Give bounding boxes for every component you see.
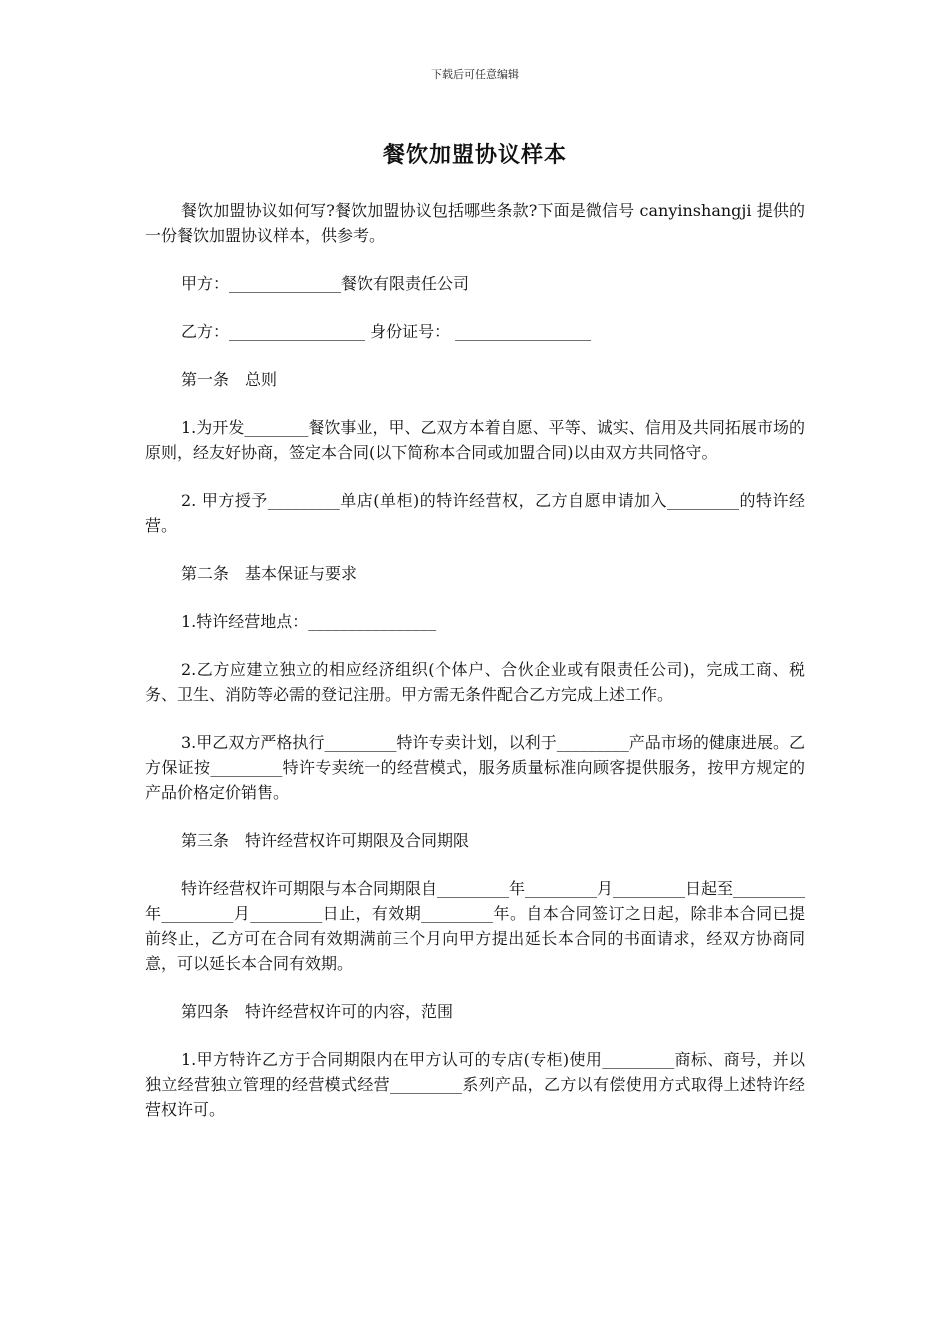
article-3-heading: 第三条 特许经营权许可期限及合同期限 [181, 831, 470, 850]
article-2-clause-3: 3.甲乙双方严格执行_________特许专卖计划，以利于_________产品市场的健康进展。乙方保证按_________特许专卖统一的经营模式，服务质量标准向顾客提供服务，按甲方规定的产品价格定价销售。 [145, 733, 805, 802]
article-4-clause-1: 1.甲方特许乙方于合同期限内在甲方认可的专店(专柜)使用_________商标、商号，并以独立经营独立管理的经营模式经营_________系列产品，乙方以有偿使用方式取得上述特许经营权许可。 [145, 1050, 805, 1119]
intro-paragraph: 餐饮加盟协议如何写?餐饮加盟协议包括哪些条款?下面是微信号 canyinshangji 提供的一份餐饮加盟协议样本，供参考。 [145, 201, 805, 245]
article-1-clause-1: 1.为开发________餐饮事业，甲、乙双方本着自愿、平等、诚实、信用及共同拓展市场的原则，经友好协商，签定本合同(以下简称本合同或加盟合同)以由双方共同恪守。 [145, 418, 805, 462]
article-1-clause-2: 2. 甲方授予_________单店(单柜)的特许经营权，乙方自愿申请加入_________的特许经营。 [145, 491, 805, 535]
article-1-heading: 第一条 总则 [181, 370, 278, 389]
document-body [145, 198, 805, 1145]
party-a-line: 甲方：______________餐饮有限责任公司 [181, 274, 470, 293]
article-3-body: 特许经营权许可期限与本合同期限自_________年_________月_________日起至_________年_________月_________日止，有效期_________年。自本合同签订之日起，除非本合同已提前终止，乙方可在合同有效期满前三个月向甲方提出延长本合同的书面请求，经双方协商同意，可以延长本合同有效期。 [145, 879, 806, 973]
article-2-clause-1: 1.特许经营地点：________________ [181, 612, 437, 631]
article-2-clause-2: 2.乙方应建立独立的相应经济组织(个体户、合伙企业或有限责任公司)，完成工商、税务、卫生、消防等必需的登记注册。甲方需无条件配合乙方完成上述工作。 [145, 660, 805, 704]
party-b-line: 乙方：_________________ 身份证号： _________________ [181, 322, 592, 341]
article-4-heading: 第四条 特许经营权许可的内容，范围 [181, 1002, 454, 1021]
page-title: 餐饮加盟协议样本 [382, 142, 567, 168]
header-note: 下载后可任意编辑 [431, 68, 519, 81]
article-2-heading: 第二条 基本保证与要求 [181, 564, 358, 583]
